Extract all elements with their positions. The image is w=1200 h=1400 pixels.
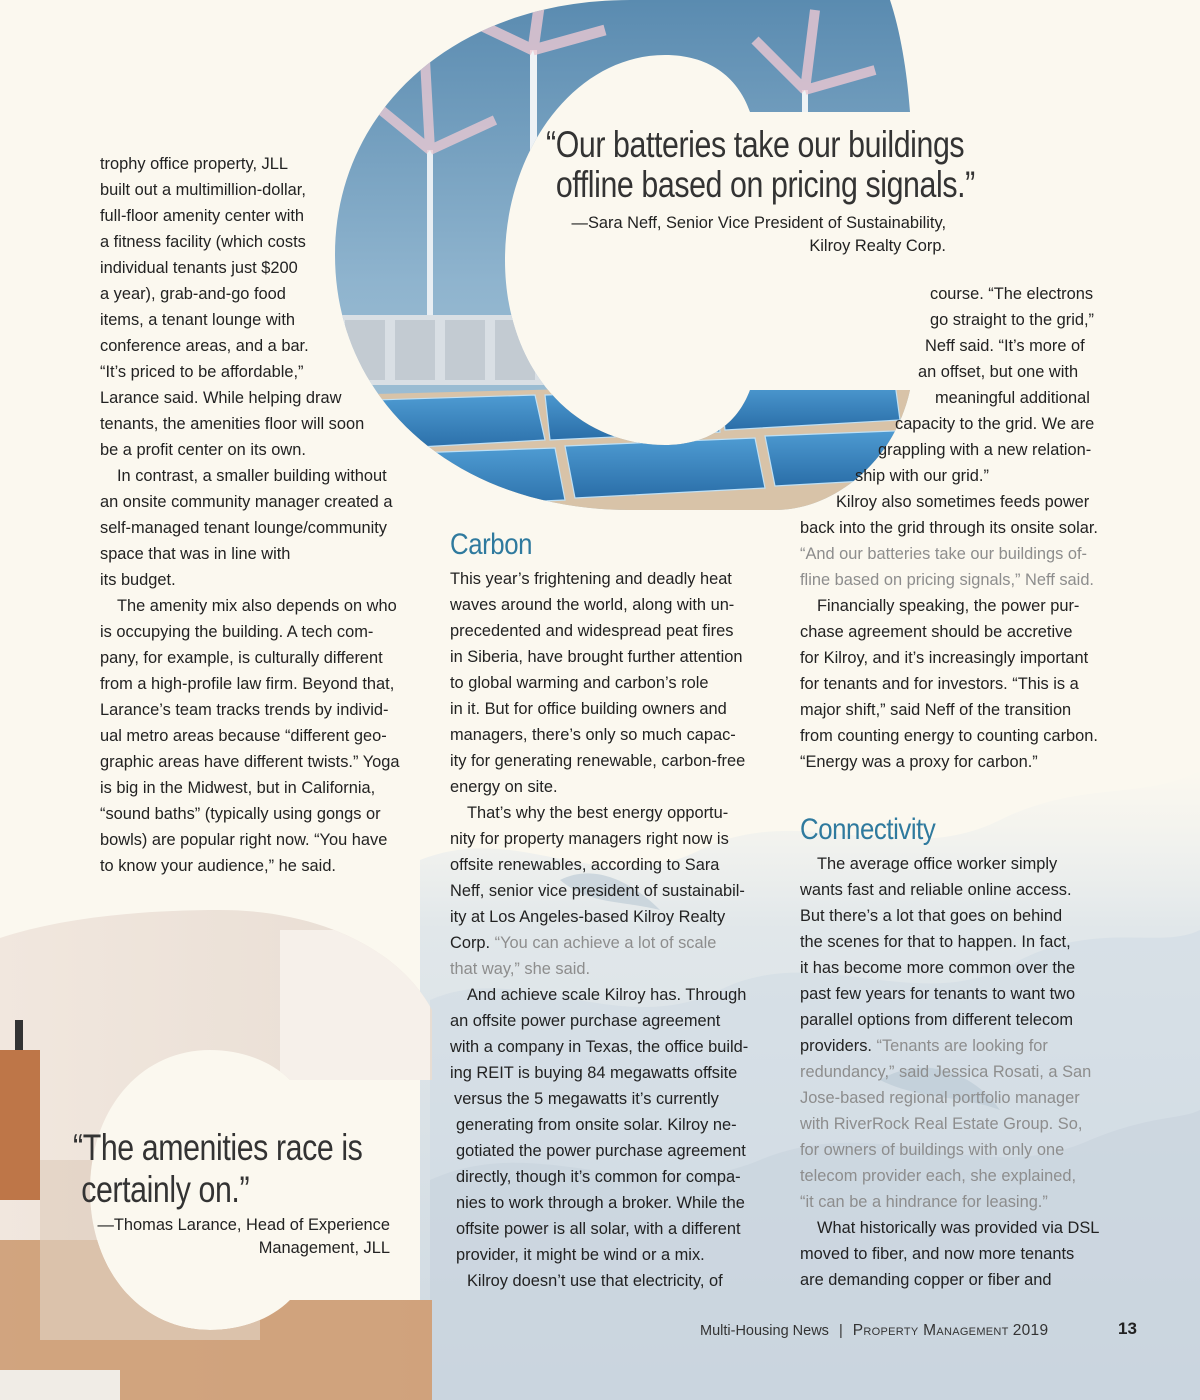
text-run: providers. xyxy=(800,1037,872,1055)
pull-quote-bottom xyxy=(73,1127,362,1211)
text-line: “And our batteries take our buildings of- xyxy=(800,545,1087,563)
paragraph xyxy=(800,489,1130,541)
text-line: from a high-profile law firm. Beyond that, xyxy=(100,675,395,693)
text-line: Neff, senior vice president of sustainabil- xyxy=(450,882,745,900)
issue-year: 2019 xyxy=(1012,1322,1049,1339)
text-line: graphic areas have different twists.” Yoga xyxy=(100,753,400,771)
pull-quote-bottom-attribution xyxy=(60,1214,390,1260)
paragraph xyxy=(450,800,780,930)
paragraph xyxy=(800,281,1116,489)
text-line: That’s why the best energy opportu- xyxy=(467,804,729,822)
text-line: capacity to the grid. We are xyxy=(895,415,1095,433)
highlighted-quote-text: “Tenants are looking for xyxy=(876,1037,1048,1055)
text-line: What historically was provided via DSL xyxy=(817,1219,1100,1237)
column-1 xyxy=(100,151,430,879)
text-line: is occupying the building. A tech com- xyxy=(100,623,374,641)
text-run: she said. xyxy=(524,960,591,978)
text-line: full-floor amenity center with xyxy=(100,207,305,225)
text-line: an onsite community manager created a xyxy=(100,493,393,511)
text-line: tenants, the amenities floor will soon xyxy=(100,415,365,433)
text-line: versus the 5 megawatts it’s currently xyxy=(454,1090,719,1108)
text-line: The average office worker simply xyxy=(817,855,1058,873)
text-line: the scenes for that to happen. In fact, xyxy=(800,933,1071,951)
text-line: bowls) are popular right now. “You have xyxy=(100,831,388,849)
text-line: waves around the world, along with un- xyxy=(450,596,735,614)
text-line: an offset, but one with xyxy=(918,363,1079,381)
text-line: items, a tenant lounge with xyxy=(100,311,295,329)
paragraph xyxy=(800,1215,1130,1293)
pull-quote-bottom-line2: certainly on.” xyxy=(81,1169,250,1210)
pull-quote-top xyxy=(546,125,975,205)
text-line: to global warming and carbon’s role xyxy=(450,674,709,692)
text-line: an offsite power purchase agreement xyxy=(450,1012,721,1030)
text-line: parallel options from different telecom xyxy=(800,1011,1074,1029)
text-run: Corp. xyxy=(450,934,491,952)
text-line: nies to work through a broker. While the xyxy=(456,1194,745,1212)
text-line: Financially speaking, the power pur- xyxy=(817,597,1080,615)
text-line: precedented and widespread peat fires xyxy=(450,622,734,640)
text-line: ing REIT is buying 84 megawatts offsite xyxy=(450,1064,738,1082)
highlighted-quote-text: “You can achieve a lot of scale xyxy=(494,934,717,952)
paragraph xyxy=(100,151,430,463)
paragraph xyxy=(450,982,780,1268)
text-line: ual metro areas because “different geo- xyxy=(100,727,387,745)
column-3 xyxy=(800,489,1130,775)
text-line: In contrast, a smaller building without xyxy=(117,467,387,485)
pull-quote-top-attribution xyxy=(446,212,946,258)
paragraph-line xyxy=(450,956,780,982)
text-line: for Kilroy, and it’s increasingly important xyxy=(800,649,1089,667)
text-line: And achieve scale Kilroy has. Through xyxy=(467,986,747,1004)
text-line: Neff said. “It’s more of xyxy=(925,337,1085,355)
paragraph-line xyxy=(450,930,780,956)
text-line: telecom provider each, she explained, xyxy=(800,1167,1077,1185)
attribution-line: Kilroy Realty Corp. xyxy=(809,237,946,255)
section-heading-connectivity: Connectivity xyxy=(800,813,936,846)
text-line: in it. But for office building owners and xyxy=(450,700,727,718)
text-line: managers, there’s only so much capac- xyxy=(450,726,736,744)
text-line: generating from onsite solar. Kilroy ne- xyxy=(456,1116,737,1134)
text-line: with a company in Texas, the office build- xyxy=(450,1038,749,1056)
text-line: its budget. xyxy=(100,571,176,589)
text-line: major shift,” said Neff of the transition xyxy=(800,701,1072,719)
text-line: provider, it might be wind or a mix. xyxy=(456,1246,705,1264)
highlighted-quote-text: that way,” xyxy=(450,960,520,978)
paragraph xyxy=(800,541,1130,593)
text-line: fline based on pricing signals,” Neff said. xyxy=(800,571,1094,589)
footer-separator: | xyxy=(838,1323,843,1339)
text-line: ity for generating renewable, carbon-free xyxy=(450,752,746,770)
text-line: self-managed tenant lounge/community xyxy=(100,519,388,537)
text-line: ity at Los Angeles-based Kilroy Realty xyxy=(450,908,726,926)
text-line: redundancy,” said Jessica Rosati, a San xyxy=(800,1063,1092,1081)
text-line: moved to fiber, and now more tenants xyxy=(800,1245,1075,1263)
text-line: with RiverRock Real Estate Group. So, xyxy=(800,1115,1083,1133)
paragraph xyxy=(800,593,1130,775)
text-line: be a profit center on its own. xyxy=(100,441,306,459)
paragraph xyxy=(100,593,430,879)
column-2 xyxy=(450,566,780,1294)
text-line: go straight to the grid,” xyxy=(930,311,1094,329)
text-line: for tenants and for investors. “This is a xyxy=(800,675,1079,693)
pull-quote-top-line2: offline based on pricing signals.” xyxy=(555,164,975,205)
text-line: “sound baths” (typically using gongs or xyxy=(100,805,381,823)
text-line: offsite power is all solar, with a different xyxy=(456,1220,741,1238)
text-line: built out a multimillion-dollar, xyxy=(100,181,306,199)
attribution-line: —Sara Neff, Senior Vice President of Sustainability, xyxy=(571,214,946,232)
text-line: Kilroy also sometimes feeds power xyxy=(836,493,1090,511)
text-line: This year’s frightening and deadly heat xyxy=(450,570,732,588)
text-line: Jose-based regional portfolio manager xyxy=(800,1089,1080,1107)
text-line: Larance said. While helping draw xyxy=(100,389,342,407)
text-line: trophy office property, JLL xyxy=(100,155,288,173)
page-footer xyxy=(700,1322,1048,1340)
text-line: But there’s a lot that goes on behind xyxy=(800,907,1063,925)
column-3-wrapped xyxy=(800,281,1116,489)
text-line: offsite renewables, according to Sara xyxy=(450,856,720,874)
column-3-lower xyxy=(800,851,1130,1293)
text-line: energy on site. xyxy=(450,778,558,796)
text-line: “It’s priced to be affordable,” xyxy=(100,363,304,381)
text-line: are demanding copper or fiber and xyxy=(800,1271,1052,1289)
text-line: from counting energy to counting carbon. xyxy=(800,727,1098,745)
text-line: nity for property managers right now is xyxy=(450,830,729,848)
text-line: “Energy was a proxy for carbon.” xyxy=(800,753,1038,771)
attribution-line: Management, JLL xyxy=(258,1239,390,1257)
text-line: course. “The electrons xyxy=(930,285,1094,303)
page-number: 13 xyxy=(1118,1319,1137,1338)
text-line: chase agreement should be accretive xyxy=(800,623,1073,641)
text-line: The amenity mix also depends on who xyxy=(117,597,397,615)
text-line: grappling with a new relation- xyxy=(878,441,1092,459)
text-line: past few years for tenants to want two xyxy=(800,985,1076,1003)
text-line: conference areas, and a bar. xyxy=(100,337,309,355)
text-line: “it can be a hindrance for leasing.” xyxy=(800,1193,1048,1211)
text-line: wants fast and reliable online access. xyxy=(800,881,1072,899)
text-line: to know your audience,” he said. xyxy=(100,857,336,875)
paragraph xyxy=(800,1059,1130,1215)
text-line: meaningful additional xyxy=(935,389,1090,407)
text-line: back into the grid through its onsite solar. xyxy=(800,519,1098,537)
attribution-line: —Thomas Larance, Head of Experience xyxy=(97,1216,390,1234)
pull-quote-top-line1: “Our batteries take our buildings xyxy=(546,124,965,165)
pull-quote-bottom-line1: “The amenities race is xyxy=(73,1127,363,1168)
paragraph-line xyxy=(800,1033,1130,1059)
text-line: Kilroy doesn’t use that electricity, of xyxy=(467,1272,723,1290)
paragraph xyxy=(450,566,780,800)
text-line: gotiated the power purchase agreement xyxy=(456,1142,746,1160)
text-line: ship with our grid.” xyxy=(855,467,989,485)
text-line: a year), grab-and-go food xyxy=(100,285,286,303)
text-line: directly, though it’s common for compa- xyxy=(456,1168,741,1186)
section-heading-carbon: Carbon xyxy=(450,528,533,561)
text-line: for owners of buildings with only one xyxy=(800,1141,1065,1159)
text-line: pany, for example, is culturally different xyxy=(100,649,383,667)
paragraph xyxy=(800,851,1130,1033)
text-line: in Siberia, have brought further attention xyxy=(450,648,743,666)
text-line: Larance’s team tracks trends by individ- xyxy=(100,701,389,719)
section-name: Property Management xyxy=(852,1322,1009,1339)
text-line: is big in the Midwest, but in California, xyxy=(100,779,376,797)
text-line: a fitness facility (which costs xyxy=(100,233,306,251)
paragraph xyxy=(100,463,430,593)
text-line: individual tenants just $200 xyxy=(100,259,298,277)
text-line: it has become more common over the xyxy=(800,959,1076,977)
publication-name: Multi-Housing News xyxy=(700,1323,829,1339)
paragraph xyxy=(450,1268,780,1294)
text-line: space that was in line with xyxy=(100,545,291,563)
